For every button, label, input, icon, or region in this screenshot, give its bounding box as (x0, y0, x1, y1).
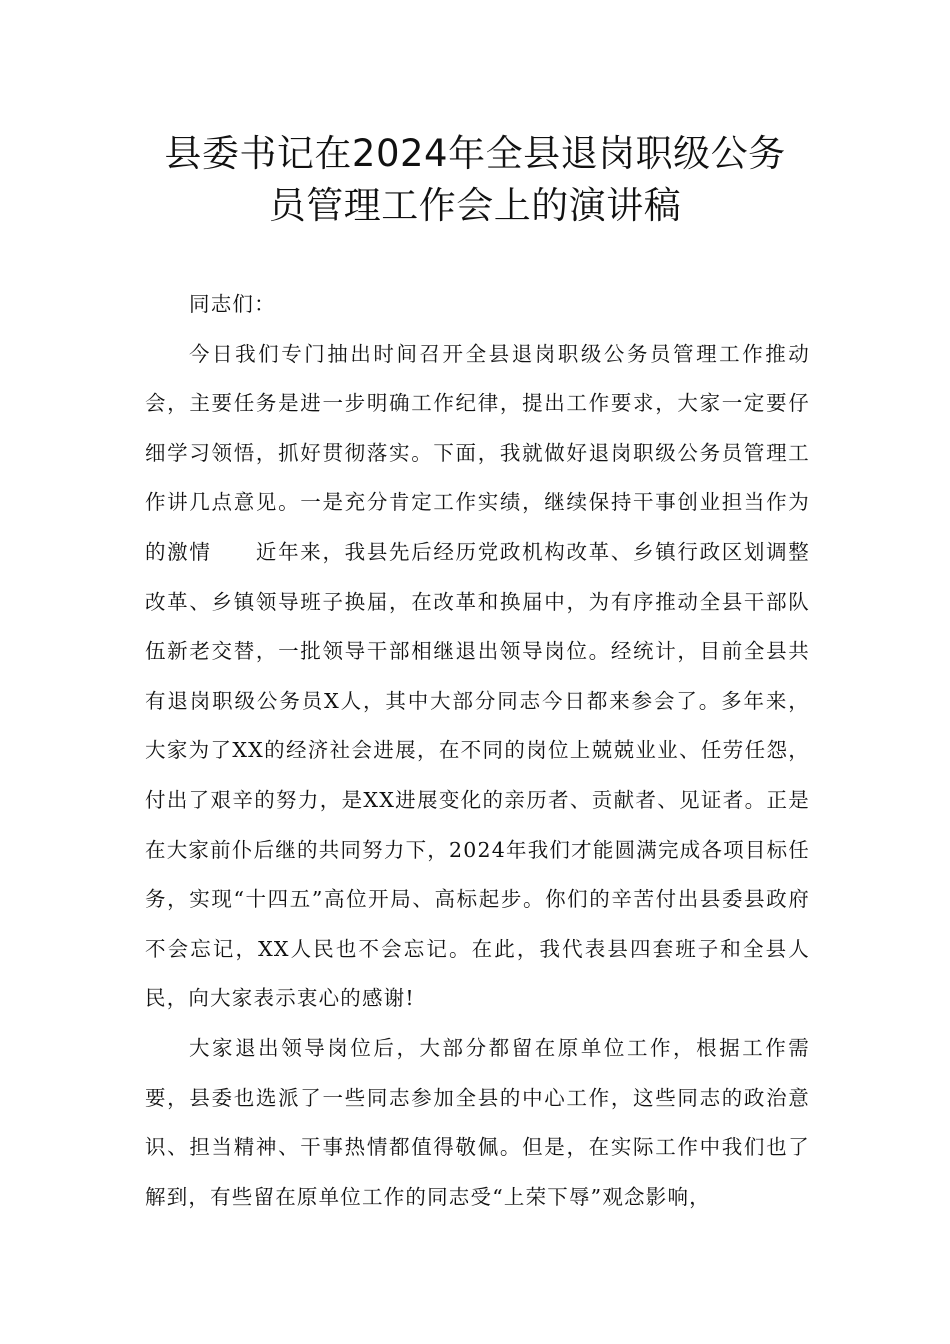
title-line-2: 员管理工作会上的演讲稿 (268, 184, 682, 227)
paragraph-2: 大家退出领导岗位后，大部分都留在原单位工作，根据工作需要，县委也选派了一些同志参加全县的中心工作，这些同志的政治意识、担当精神、干事热情都值得敬佩。但是，在实际工作中我们也了解到，有些留在原单位工作的同志受“上荣下辱”观念影响， (145, 1035, 810, 1209)
title-line-1: 县委书记在2024年全县退岗职级公务 (164, 132, 786, 175)
salutation: 同志们： (189, 292, 276, 316)
document-body (145, 280, 810, 1222)
document-title (140, 128, 810, 232)
paragraph-1: 今日我们专门抽出时间召开全县退岗职级公务员管理工作推动会，主要任务是进一步明确工作纪律，提出工作要求，大家一定要仔细学习领悟，抓好贯彻落实。下面，我就做好退岗职级公务员管理工作讲几点意见。一是充分肯定工作实绩，继续保持干事创业担当作为的激情 近年来，我县先后经历党政机构改革、乡镇行政区划调整改革、乡镇领导班子换届，在改革和换届中，为有序推动全县干部队伍新老交替，一批领导干部相继退出领导岗位。经统计，目前全县共有退岗职级公务员X人，其中大部分同志今日都来参会了。多年来，大家为了XX的经济社会进展，在不同的岗位上兢兢业业、任劳任怨，付出了艰辛的努力，是XX进展变化的亲历者、贡献者、见证者。正是在大家前仆后继的共同努力下，2024年我们才能圆满完成各项目标任务，实现“十四五”高位开局、高标起步。你们的辛苦付出县委县政府不会忘记，XX人民也不会忘记。在此，我代表县四套班子和全县人民，向大家表示衷心的感谢! (145, 341, 810, 1011)
